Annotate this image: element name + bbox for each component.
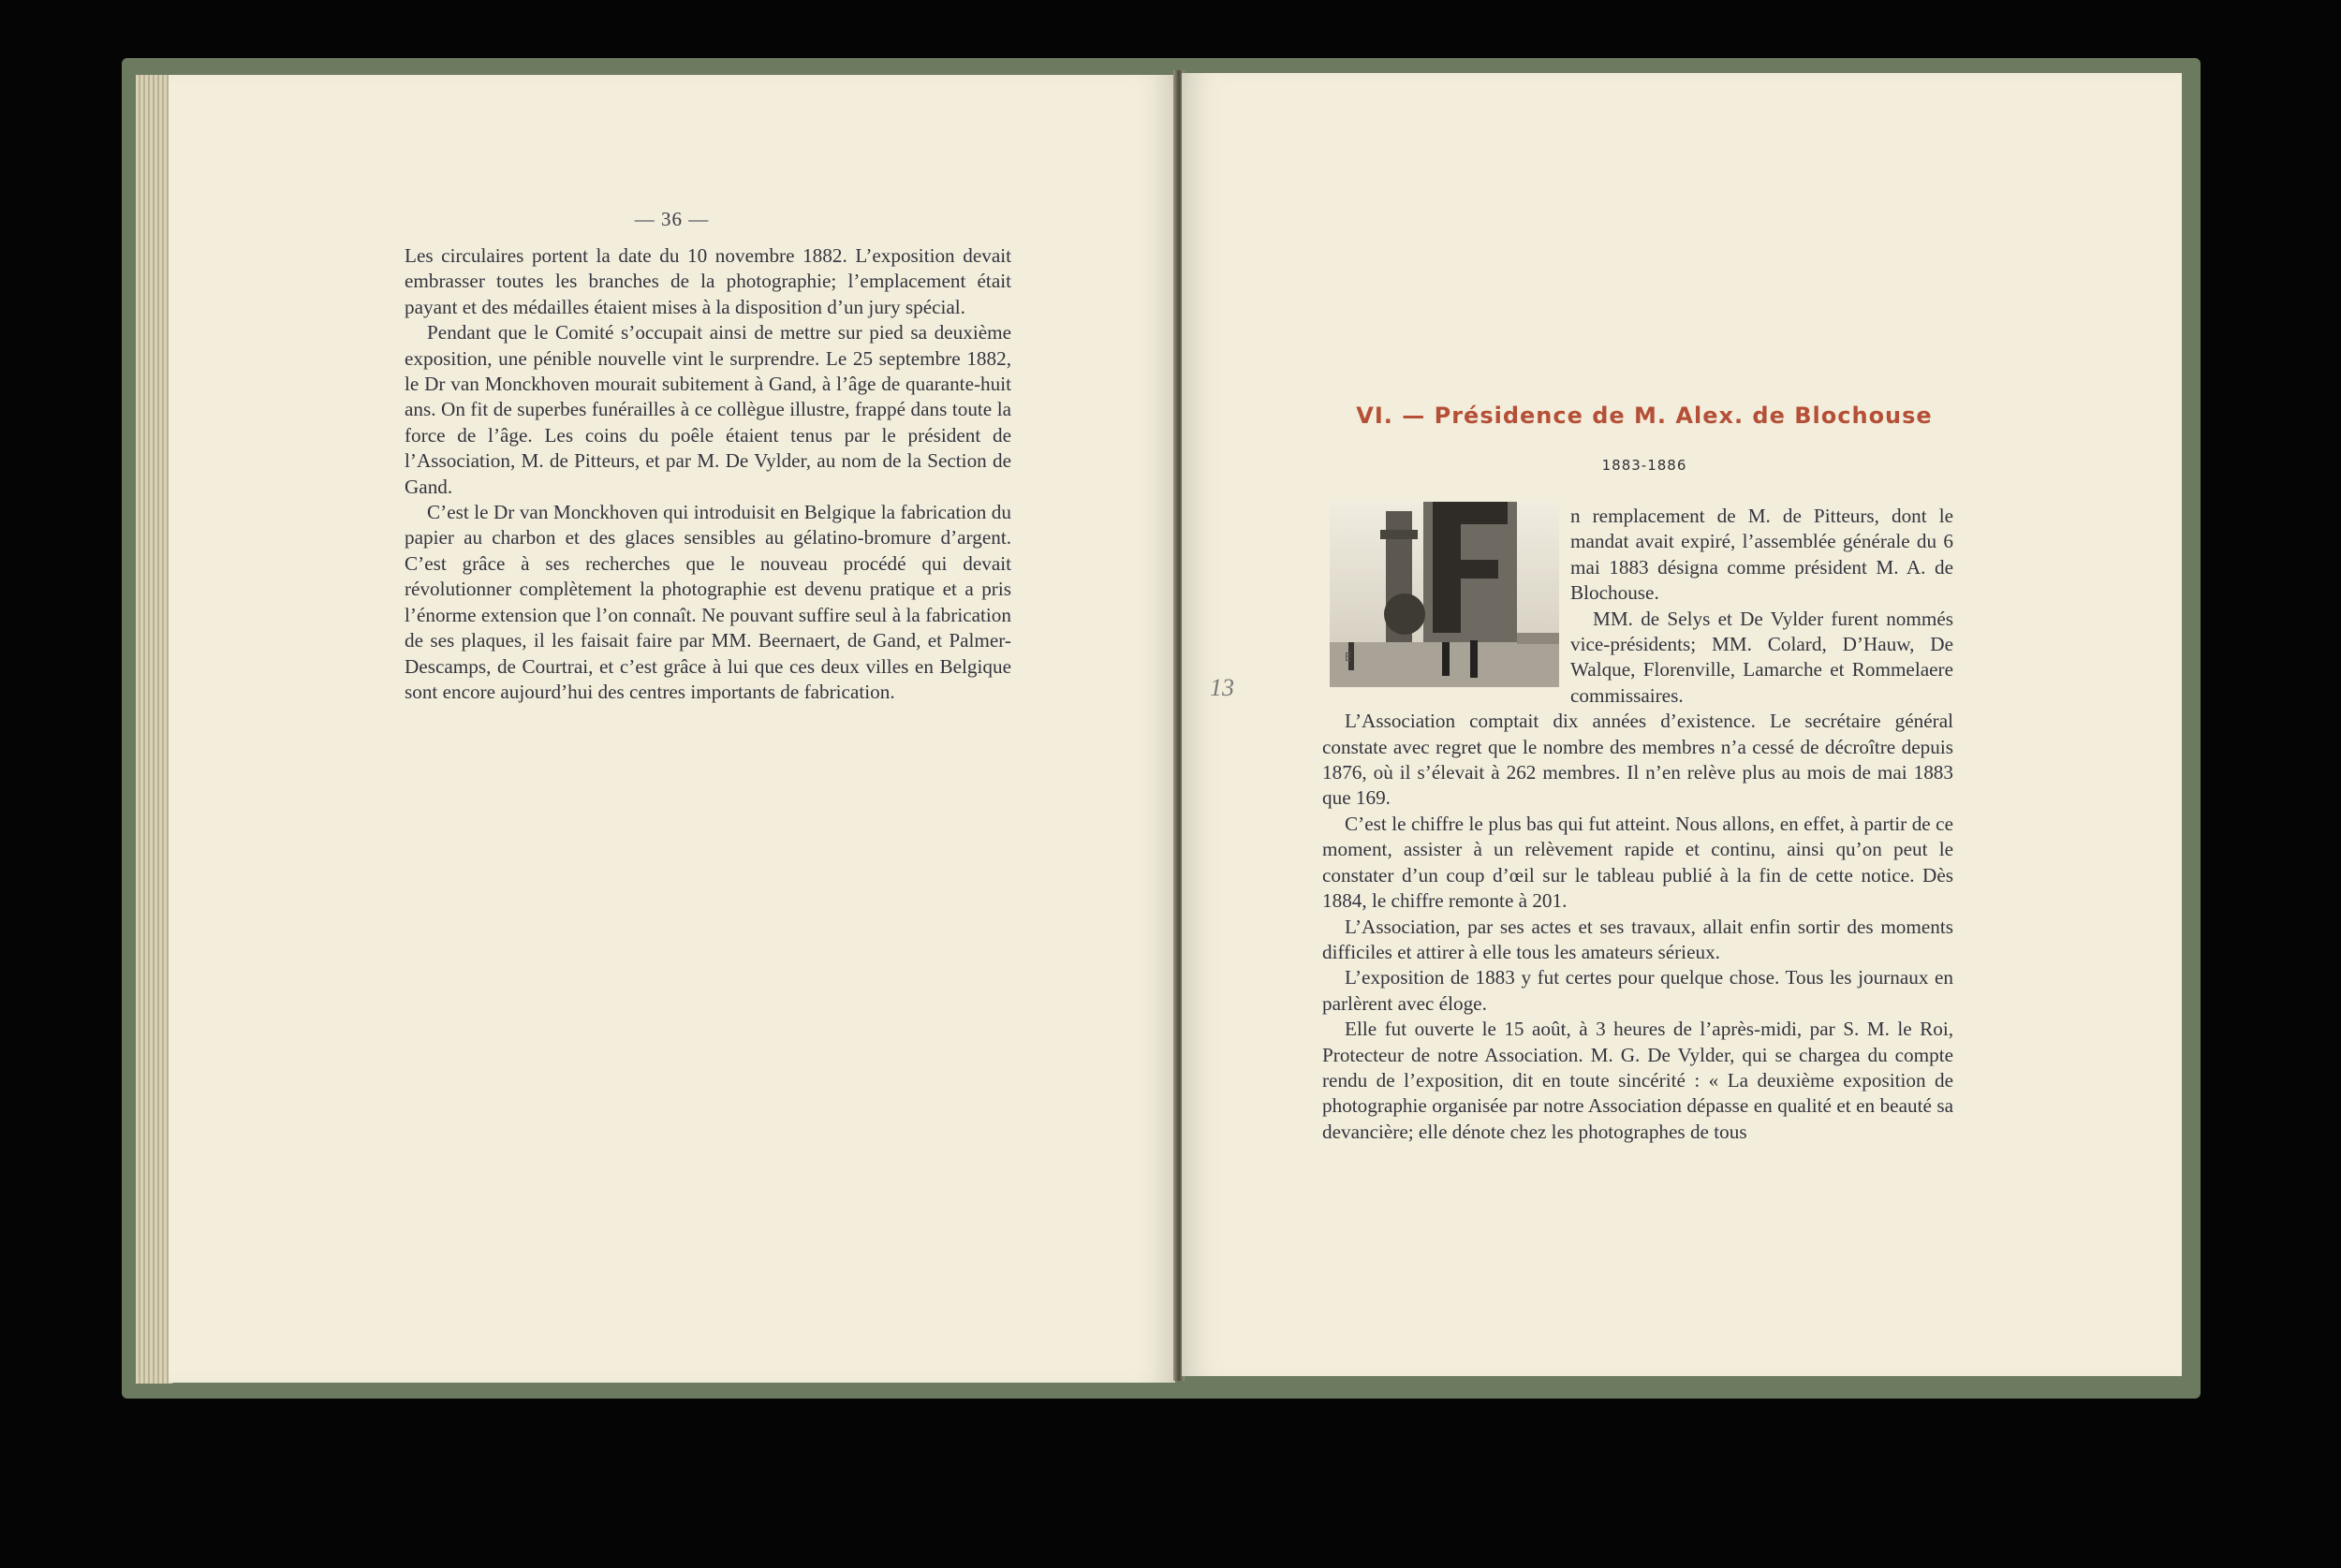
chapter-years: 1883-1886	[1601, 457, 1687, 474]
paragraph: L’exposition de 1883 y fut certes pour quelque chose. Tous les journaux en parlèrent avec éloge.	[1322, 966, 1953, 1015]
drop-cap-letter: E	[1345, 651, 1352, 664]
chapter-title: VI. — Présidence de M. Alex. de Blochouse	[1356, 403, 1933, 429]
paragraph: L’Association, par ses actes et ses travaux, allait enfin sortir des moments difficiles et attirer à elle tous les amateurs sérieux.	[1322, 915, 1953, 963]
page-number: — 36 —	[634, 208, 710, 230]
pencil-margin-note: 13	[1210, 674, 1234, 701]
wrapped-text-block	[1570, 504, 1953, 709]
paragraph: Les circulaires portent la date du 10 novembre 1882. L’exposition devait embrasser toutes les branches de la photographie; l’emplacement était payant et des médailles étaient mises à la disposition d’un jury spécial.	[405, 244, 1011, 318]
paragraph: MM. de Selys et De Vylder furent nommés vice-présidents; MM. Colard, D’Hauw, De Walque, Florenville, Lamarche et Rommelaere commissaires.	[1570, 607, 1953, 707]
left-page-text	[405, 243, 1011, 705]
paragraph: n remplacement de M. de Pitteurs, dont le mandat avait expiré, l’assemblée générale du 6 mai 1883 désigna comme président M. A. de Blochouse.	[1570, 505, 1953, 605]
paragraph: C’est le Dr van Monckhoven qui introduisit en Belgique la fabrication du papier au charbon et des glaces sensibles au gélatino-bromure d’argent. C’est grâce à ses recherches que le nouveau procédé qui devait révolutionner complètement la photographie est devenu pratique et a pris l’énorme extension que l’on connaît. Ne pouvant suffire seul à la fabrication de ses plaques, il les faisait faire par MM. Beernaert, de Gand, et Palmer-Descamps, de Courtrai, et c’est grâce à lui que ces deux villes en Belgique sont encore aujourd’hui des centres importants de fabrication.	[405, 501, 1011, 703]
paragraph: Elle fut ouverte le 15 août, à 3 heures de l’après-midi, par S. M. le Roi, Protecteur de notre Association. M. G. De Vylder, qui se chargea du compte rendu de l’exposition, dit en toute sincérité : « La deuxième exposition de photographie organisée par notre Association dépasse en qualité et en beauté sa devancière; elle dénote chez les photographes de tous	[1322, 1018, 1953, 1143]
page-edges	[136, 75, 173, 1384]
paragraph: L’Association comptait dix années d’existence. Le secrétaire général constate avec regret que le nombre des membres n’a cessé de décroître depuis 1876, où il s’élevait à 262 membres. Il n’en relève plus au mois de mai 1883 que 169.	[1322, 710, 1953, 810]
right-page-text	[1322, 504, 1953, 1145]
paragraph: Pendant que le Comité s’occupait ainsi de mettre sur pied sa deuxième exposition, une pénible nouvelle vint le surprendre. Le 25 septembre 1882, le Dr van Monckhoven mourait subitement à Gand, à l’âge de quarante-huit ans. On fit de superbes funérailles à ce collègue illustre, frappé dans toute la force de l’âge. Les coins du poêle étaient tenus par le président de l’Association, M. de Pitteurs, et par M. De Vylder, au nom de la Section de Gand.	[405, 321, 1011, 498]
paragraph: C’est le chiffre le plus bas qui fut atteint. Nous allons, en effet, à partir de ce moment, assister à un relèvement rapide et continu, ainsi qu’on peut le constater d’un coup d’œil sur le tableau publié à la fin de cette notice. Dès 1884, le chiffre remonte à 201.	[1322, 812, 1953, 913]
